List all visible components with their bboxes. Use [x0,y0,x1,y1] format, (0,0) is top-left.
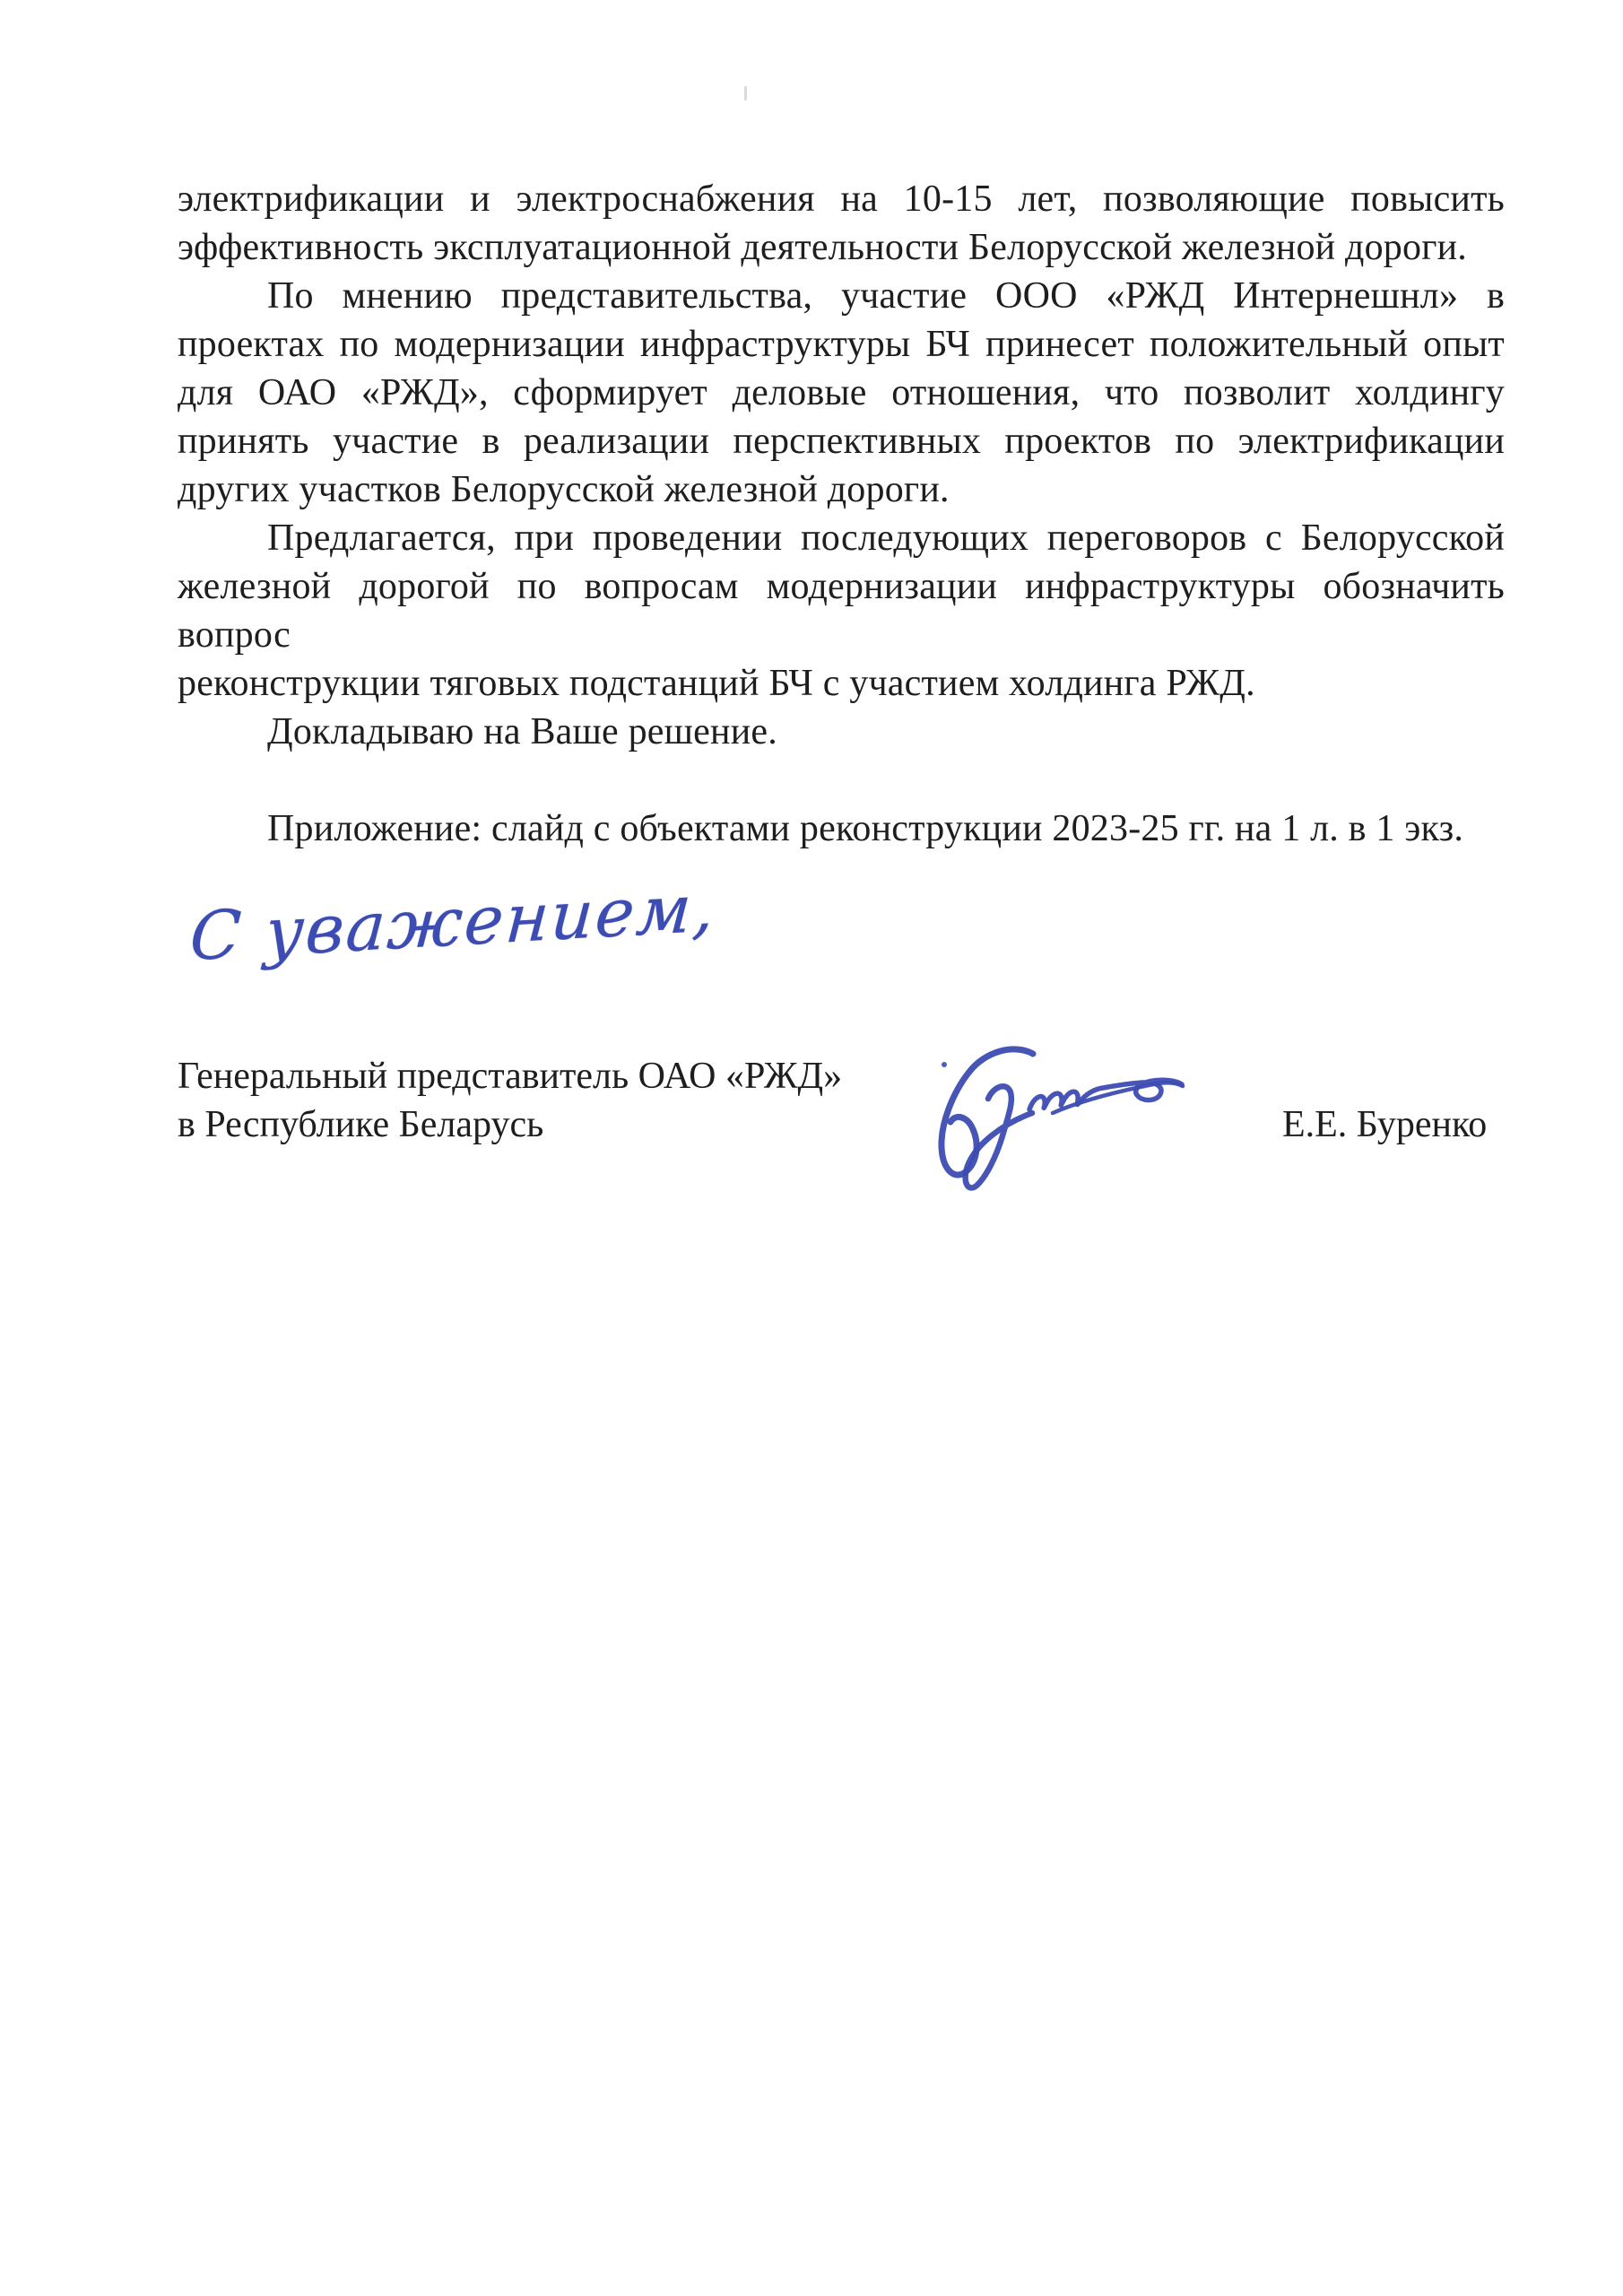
body-line: Предлагается, при проведении последующих переговоров с Белорусской [267,517,1505,559]
signer-name: Е.Е. Буренко [1282,1104,1488,1145]
body-line: железной дорогой по вопросам модернизации инфраструктуры обозначить вопрос [178,566,1505,656]
handwritten-closing: С уважением, [187,868,719,977]
paragraph [178,272,1505,514]
signer-title-line2: в Республике Беларусь [178,1104,544,1145]
attachment-note [178,804,1505,853]
signature-scribble [929,1041,1198,1198]
body-line: Приложение: слайд с объектами реконструкции 2023-25 гг. на 1 л. в 1 экз. [267,808,1464,849]
signature-block [178,1052,1505,1285]
paragraph [178,175,1505,272]
body-line: для ОАО «РЖД», сформирует деловые отношения, что позволит холдингу [178,372,1505,413]
body-line: эффективность эксплуатационной деятельности Белорусской железной дороги. [178,227,1468,268]
paragraph [178,514,1505,708]
body-line: электрификации и электроснабжения на 10-15 лет, позволяющие повысить [178,178,1505,220]
body-line: принять участие в реализации перспективных проектов по электрификации [178,421,1505,462]
body-line: проектах по модернизации инфраструктуры БЧ принесет положительный опыт [178,324,1505,365]
signer-title [178,1052,895,1149]
body-line: других участков Белорусской железной дороги. [178,469,950,510]
paragraph [178,708,1505,756]
body-line: Докладываю на Ваше решение. [267,711,777,752]
scan-speck [744,86,747,100]
letter-body [178,175,1505,853]
body-line: По мнению представительства, участие ООО «РЖД Интернешнл» в [267,275,1505,317]
body-line: реконструкции тяговых подстанций БЧ с участием холдинга РЖД. [178,663,1255,704]
signer-title-line1: Генеральный представитель ОАО «РЖД» [178,1056,843,1097]
